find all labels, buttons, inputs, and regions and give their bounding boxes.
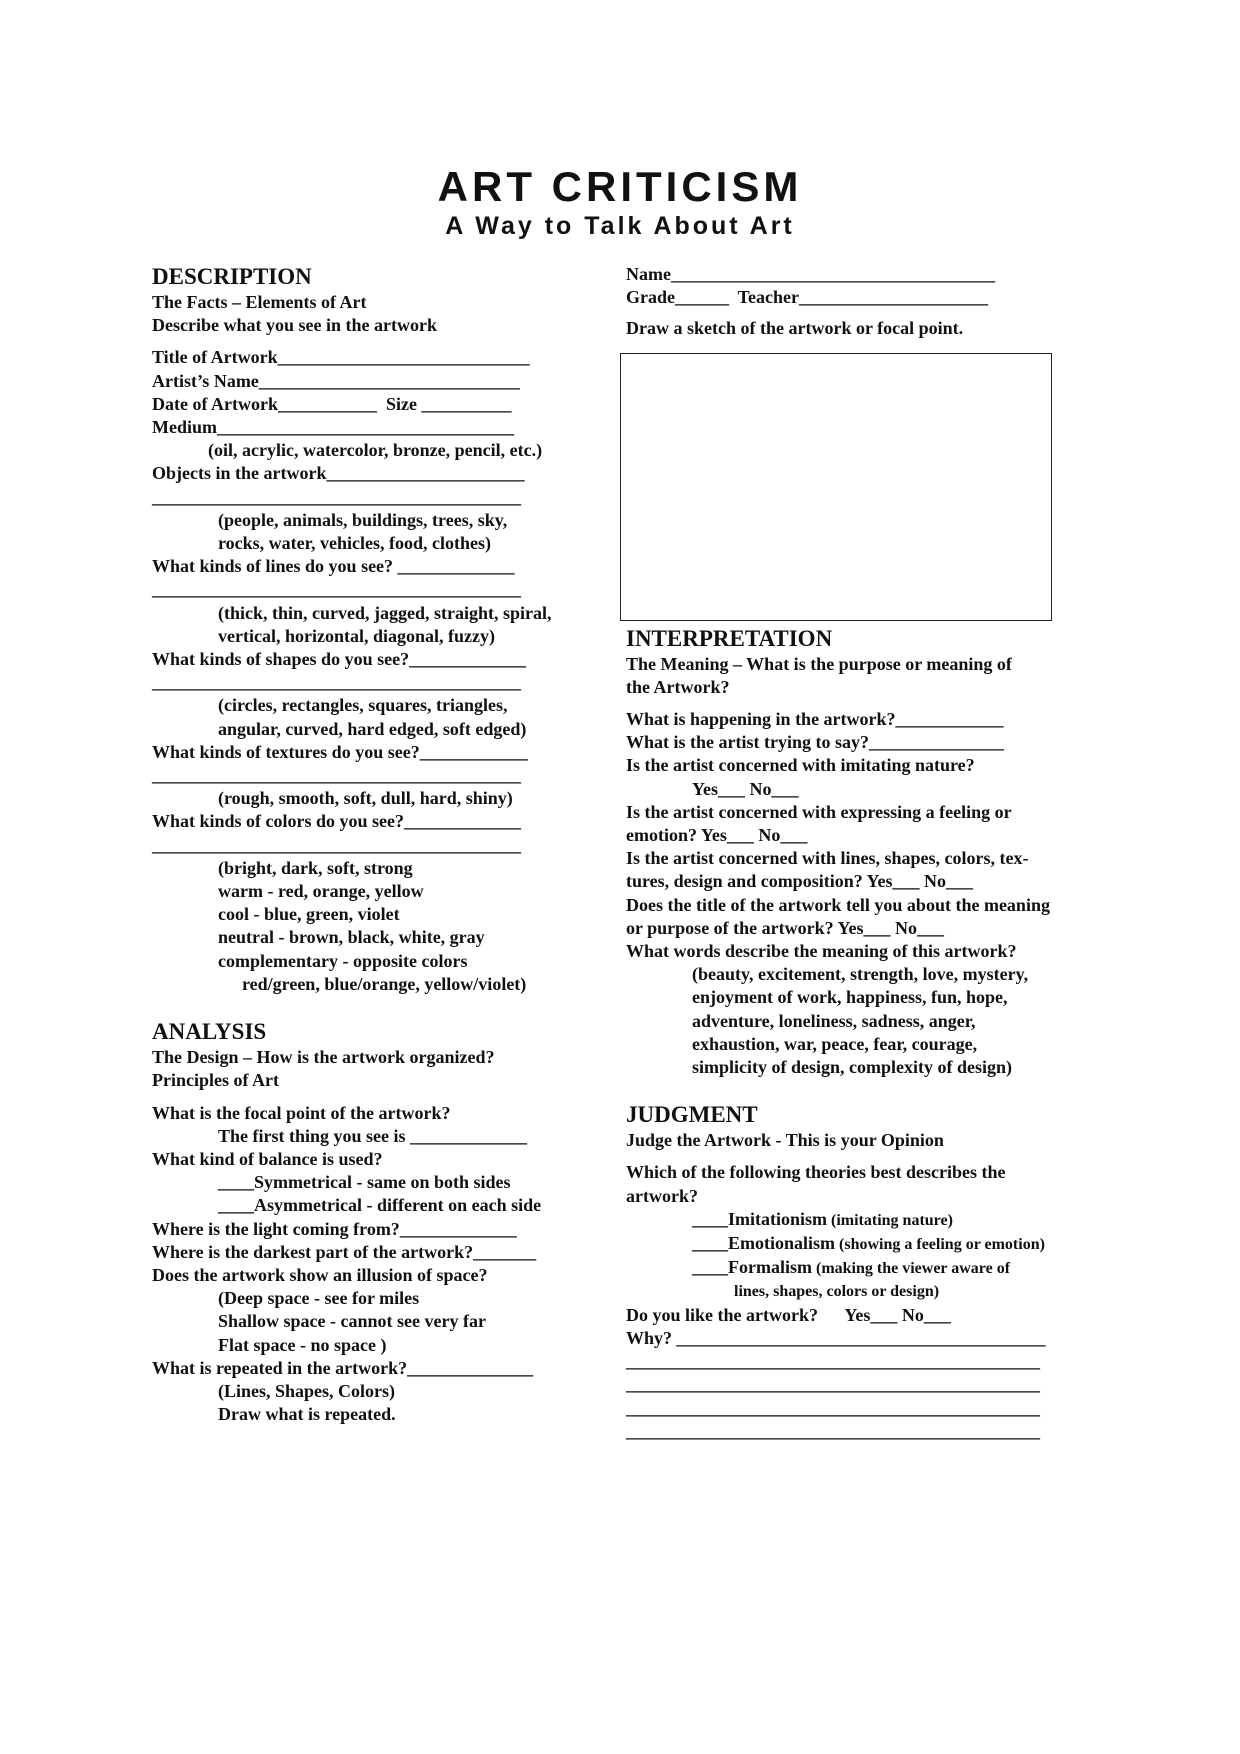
page-subtitle: A Way to Talk About Art [445,212,795,240]
theories-question: Which of the following theories best describes the [626,1162,1006,1183]
light-question[interactable]: Where is the light coming from?_____________ [152,1218,517,1239]
shapes-hint: angular, curved, hard edged, soft edged) [218,718,527,739]
imitationism-note: (imitating nature) [827,1211,953,1229]
formalism-note: lines, shapes, colors or design) [734,1283,940,1301]
right-column [626,263,1096,1443]
objects-field[interactable]: Objects in the artwork______________________ [152,463,525,484]
title-meaning-yes-no[interactable]: or purpose of the artwork? Yes___ No___ [626,917,944,938]
description-subheading: The Facts – Elements of Art [152,292,367,312]
analysis-heading: ANALYSIS [152,1019,267,1045]
feeling-question: Is the artist concerned with expressing a feeling or [626,801,1012,822]
elements-yes-no[interactable]: tures, design and composition? Yes___ No___ [626,871,974,892]
description-section [152,263,582,996]
answer-line[interactable]: ______________________________________________ [626,1351,1040,1372]
sketch-prompt: Draw a sketch of the artwork or focal point. [626,318,964,339]
interpretation-subheading: the Artwork? [626,676,730,697]
artists-name-field[interactable]: Artist’s Name_____________________________ [152,370,520,391]
repeated-question[interactable]: What is repeated in the artwork?______________ [152,1357,534,1378]
asymmetrical-option[interactable]: ____Asymmetrical - different on each side [218,1195,542,1216]
imitating-nature-question: Is the artist concerned with imitating nature? [626,755,975,776]
imitationism-option[interactable] [626,1208,1096,1232]
elements-question: Is the artist concerned with lines, shapes, colors, tex- [626,848,1029,869]
shapes-hint: (circles, rectangles, squares, triangles, [218,695,508,716]
imitationism-label: ____Imitationism [692,1208,827,1229]
objects-answer-line[interactable]: _________________________________________ [152,486,521,507]
judgment-heading: JUDGMENT [626,1102,758,1128]
judgment-subheading: Judge the Artwork - This is your Opinion [626,1130,944,1151]
theories-question: artwork? [626,1185,698,1206]
formalism-label: ____Formalism [692,1257,812,1278]
interpretation-heading: INTERPRETATION [626,625,833,651]
left-column [152,263,582,1426]
darkest-part-question[interactable]: Where is the darkest part of the artwork?_______ [152,1241,537,1262]
like-artwork-question[interactable]: Do you like the artwork? Yes___ No___ [626,1304,951,1325]
analysis-principles: Principles of Art [152,1070,279,1091]
analysis-subheading: The Design – How is the artwork organized? [152,1047,495,1068]
emotionalism-note: (showing a feeling or emotion) [835,1236,1045,1254]
emotionalism-label: ____Emotionalism [692,1233,836,1254]
description-instruction: Describe what you see in the artwork [152,315,437,336]
why-field[interactable]: Why? _________________________________________ [626,1327,1046,1348]
shapes-answer-line[interactable]: _________________________________________ [152,672,521,693]
space-hint: Flat space - no space ) [218,1334,387,1355]
textures-question[interactable]: What kinds of textures do you see?____________ [152,741,528,762]
lines-answer-line[interactable]: _________________________________________ [152,579,521,600]
meaning-words-hint: (beauty, excitement, strength, love, mystery, [692,964,1029,985]
answer-line[interactable]: ______________________________________________ [626,1420,1040,1441]
answer-line[interactable]: ______________________________________________ [626,1397,1040,1418]
imitating-nature-yes-no[interactable]: Yes___ No___ [692,778,799,799]
page-title: ART CRITICISM [437,163,803,210]
space-hint: (Deep space - see for miles [218,1288,420,1309]
lines-hint: (thick, thin, curved, jagged, straight, spiral, [218,602,552,623]
colors-hint: red/green, blue/orange, yellow/violet) [242,973,527,994]
space-hint: Shallow space - cannot see very far [218,1311,486,1332]
description-heading: DESCRIPTION [152,264,312,289]
sketch-box[interactable] [620,353,1052,621]
objects-hint: rocks, water, vehicles, food, clothes) [218,533,491,554]
grade-teacher-field[interactable]: Grade______ Teacher_____________________ [626,287,988,308]
focal-point-field[interactable]: The first thing you see is _____________ [218,1125,528,1146]
balance-question: What kind of balance is used? [152,1148,383,1169]
interpretation-section [626,625,1096,1080]
objects-hint: (people, animals, buildings, trees, sky, [218,509,508,530]
medium-field[interactable]: Medium_________________________________ [152,417,514,438]
answer-line[interactable]: ______________________________________________ [626,1374,1040,1395]
artist-saying-question[interactable]: What is the artist trying to say?_______________ [626,732,1004,753]
formalism-note: (making the viewer aware of [811,1260,1011,1278]
medium-hint: (oil, acrylic, watercolor, bronze, pencil, etc.) [208,440,543,461]
title-of-artwork-field[interactable]: Title of Artwork____________________________ [152,347,530,368]
judgment-section [626,1101,1096,1443]
meaning-words-hint: exhaustion, war, peace, fear, courage, [692,1033,978,1054]
interpretation-subheading: The Meaning – What is the purpose or meaning of [626,653,1012,674]
meaning-words-hint: simplicity of design, complexity of design) [692,1057,1012,1078]
colors-hint: complementary - opposite colors [218,950,468,971]
emotionalism-option[interactable] [626,1232,1096,1256]
textures-answer-line[interactable]: _________________________________________ [152,765,521,786]
colors-hint: (bright, dark, soft, strong [218,857,413,878]
colors-hint: cool - blue, green, violet [218,904,400,925]
happening-question[interactable]: What is happening in the artwork?____________ [626,709,1004,730]
analysis-section [152,1018,582,1426]
space-question: Does the artwork show an illusion of space? [152,1264,488,1285]
colors-hint: neutral - brown, black, white, gray [218,927,485,948]
formalism-option[interactable] [626,1256,1096,1280]
colors-hint: warm - red, orange, yellow [218,881,424,902]
meaning-words-hint: enjoyment of work, happiness, fun, hope, [692,987,1008,1008]
focal-point-question: What is the focal point of the artwork? [152,1102,451,1123]
meaning-words-question: What words describe the meaning of this artwork? [626,941,1017,962]
colors-question[interactable]: What kinds of colors do you see?_____________ [152,811,522,832]
shapes-question[interactable]: What kinds of shapes do you see?_____________ [152,649,527,670]
repeated-hint: (Lines, Shapes, Colors) [218,1380,396,1401]
repeated-draw-instruction: Draw what is repeated. [218,1404,396,1425]
lines-question[interactable]: What kinds of lines do you see? _____________ [152,556,515,577]
symmetrical-option[interactable]: ____Symmetrical - same on both sides [218,1172,511,1193]
date-size-field[interactable]: Date of Artwork___________ Size __________ [152,393,512,414]
title-meaning-question: Does the title of the artwork tell you about the meaning [626,894,1050,915]
meaning-words-hint: adventure, loneliness, sadness, anger, [692,1010,976,1031]
feeling-yes-no[interactable]: emotion? Yes___ No___ [626,825,808,846]
textures-hint: (rough, smooth, soft, dull, hard, shiny) [218,788,513,809]
colors-answer-line[interactable]: _________________________________________ [152,834,521,855]
name-field[interactable]: Name____________________________________ [626,264,995,284]
lines-hint: vertical, horizontal, diagonal, fuzzy) [218,625,495,646]
